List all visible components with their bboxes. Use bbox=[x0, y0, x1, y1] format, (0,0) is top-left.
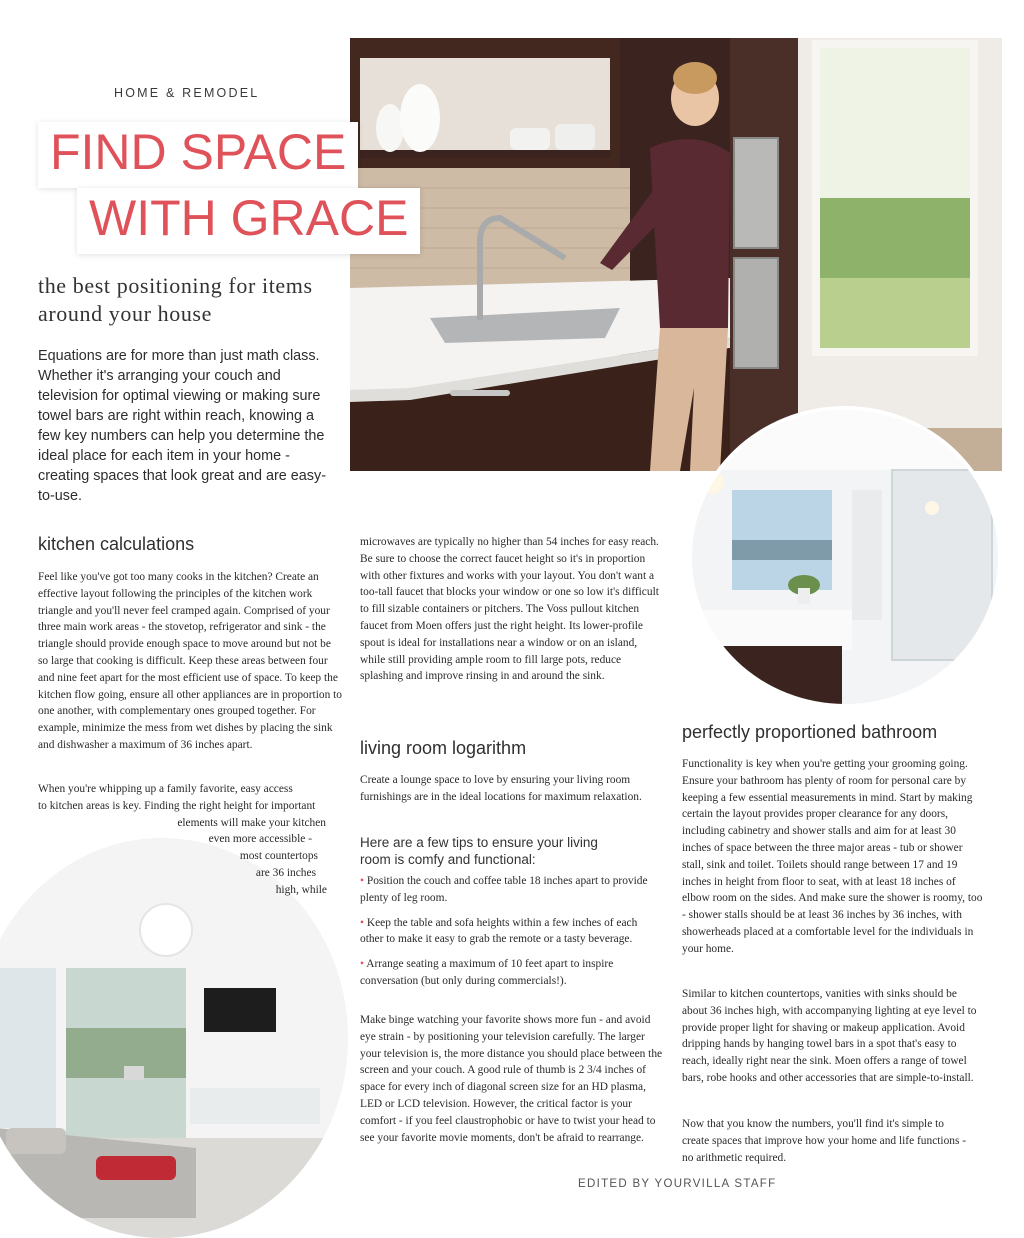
section-label: HOME & REMODEL bbox=[114, 86, 260, 100]
list-item bbox=[360, 915, 660, 949]
kitchen-photo bbox=[350, 38, 1002, 471]
kitchen-paragraph-3: microwaves are typically no higher than 54 inches for easy reach. Be sure to choose the correct faucet height so it's in proportion with other fixtures and works with your layout. You don't want a too-tall faucet that blocks your window or one so low it's difficult to fill sizable containers or pitchers. The Voss pullout kitchen faucet from Moen offers just the right height. Its lower-profile spout is ideal for installations near a window or on an island, while still providing ample room to fill large pots, reduce splashing and improve rinsing in and around the sink. bbox=[360, 536, 659, 683]
bullet: • bbox=[360, 958, 364, 971]
bathroom-heading: perfectly proportioned bathroom bbox=[682, 722, 938, 742]
living-room-tips-list bbox=[360, 873, 660, 998]
footer-credit: EDITED BY YOURVILLA STAFF bbox=[578, 1178, 777, 1190]
kitchen-p2-line: are 36 inches bbox=[255, 866, 316, 879]
kitchen-p2-line: elements will make your kitchen bbox=[177, 816, 326, 829]
kitchen-p2-line: to kitchen areas is key. Finding the right height for important bbox=[38, 799, 316, 812]
page-title-line-1: FIND SPACE bbox=[38, 122, 358, 188]
tip-text: Keep the table and sofa heights within a few inches of each other to make it easy to grab the remote or a tasty beverage. bbox=[360, 916, 638, 946]
bathroom-photo-illustration bbox=[692, 410, 998, 704]
bullet: • bbox=[360, 916, 364, 929]
bullet: • bbox=[360, 875, 364, 887]
bathroom-paragraph-1: Functionality is key when you're getting your grooming going. Ensure your bathroom has plenty of room for personal care by keeping a few essential measurements in mind. Start by making certain the layout provides proper clearance for any doors, including cabinetry and shower stalls and aim for at least 30 inches of space between the three major areas - tub or shower stall, sink and toilet. Toilets should range between 17 and 19 inches in height from floor to seat, with at least 18 inches of elbow room on the sides. And make sure the shower is roomy, too - shower stalls should be at least 36 inches by 36 inches, with showerheads placed at a comfortable level for the individuals in your home. bbox=[682, 758, 983, 955]
kitchen-p2-line: most countertops bbox=[239, 850, 318, 863]
kitchen-photo-illustration bbox=[350, 38, 1002, 471]
kitchen-heading: kitchen calculations bbox=[38, 534, 195, 554]
bathroom-paragraph-2: Similar to kitchen countertops, vanities with sinks should be about 36 inches high, with accompanying lighting at eye level to provide proper light for shaving or makeup application. Avoid dripping hands by hanging towel bars in a spot that's easy to reach, ideally right near the sink. Moen offers a range of towel bars, robe hooks and other accessories that are simple-to-install. bbox=[682, 988, 977, 1084]
living-room-tips-intro: Here are a few tips to ensure your living room is comfy and functional: bbox=[360, 835, 598, 867]
kitchen-p2-line: high, while bbox=[275, 883, 327, 896]
kitchen-paragraph-1: Feel like you've got too many cooks in the kitchen? Create an effective layout following the principles of the kitchen work triangle and you'll never feel cramped again. Comprised of your three main work areas - the stovetop, refrigerator and sink - the triangle should provide enough space to move around but not be so large that cooking is difficult. Keep these areas between four and nine feet apart for the most efficient use of space. To keep the kitchen flow going, ensure all other appliances are in proportion to one another, with complementary ones grouped together. For example, minimize the mess from wet dishes by placing the sink and dishwasher a maximum of 36 inches apart. bbox=[38, 571, 342, 751]
kitchen-paragraph-2 bbox=[38, 781, 338, 899]
list-item bbox=[360, 956, 660, 990]
kitchen-p2-line: even more accessible - bbox=[208, 833, 312, 846]
intro-paragraph: Equations are for more than just math class. Whether it's arranging your couch and television for optimal viewing or making sure towel bars are right within reach, knowing a few key numbers can help you determine the ideal place for each item in your home - creating spaces that look great and are easy-to-use. bbox=[38, 348, 326, 504]
tip-text: Position the couch and coffee table 18 inches apart to provide plenty of leg room. bbox=[360, 875, 648, 904]
living-room-paragraph-1: Create a lounge space to love by ensuring your living room furnishings are in the ideal locations for maximum relaxation. bbox=[360, 774, 642, 803]
tip-text: Arrange seating a maximum of 10 feet apart to inspire conversation (but only during commercials!). bbox=[360, 958, 614, 987]
page-title-line-2: WITH GRACE bbox=[77, 188, 420, 254]
bathroom-photo bbox=[688, 406, 1002, 708]
kitchen-p2-line: When you're whipping up a family favorite, easy access bbox=[38, 783, 293, 795]
living-room-heading: living room logarithm bbox=[360, 738, 527, 758]
living-room-paragraph-2: Make binge watching your favorite shows more fun - and avoid eye strain - by positioning your television carefully. The larger your television is, the more distance you should place between the screen and your couch. A good rule of thumb is 2 3/4 inches of space for every inch of diagonal screen size for an HD plasma, LED or LCD television. However, the critical factor is your comfort - if you feel claustrophobic or have to twist your head to see your favorite movie moments, don't be afraid to rearrange. bbox=[360, 1014, 663, 1144]
bathroom-paragraph-3: Now that you know the numbers, you'll find it's simple to create spaces that improve how your home and life functions - no arithmetic required. bbox=[682, 1118, 967, 1164]
page-subtitle: the best positioning for items around your house bbox=[38, 273, 313, 326]
list-item bbox=[360, 873, 660, 907]
